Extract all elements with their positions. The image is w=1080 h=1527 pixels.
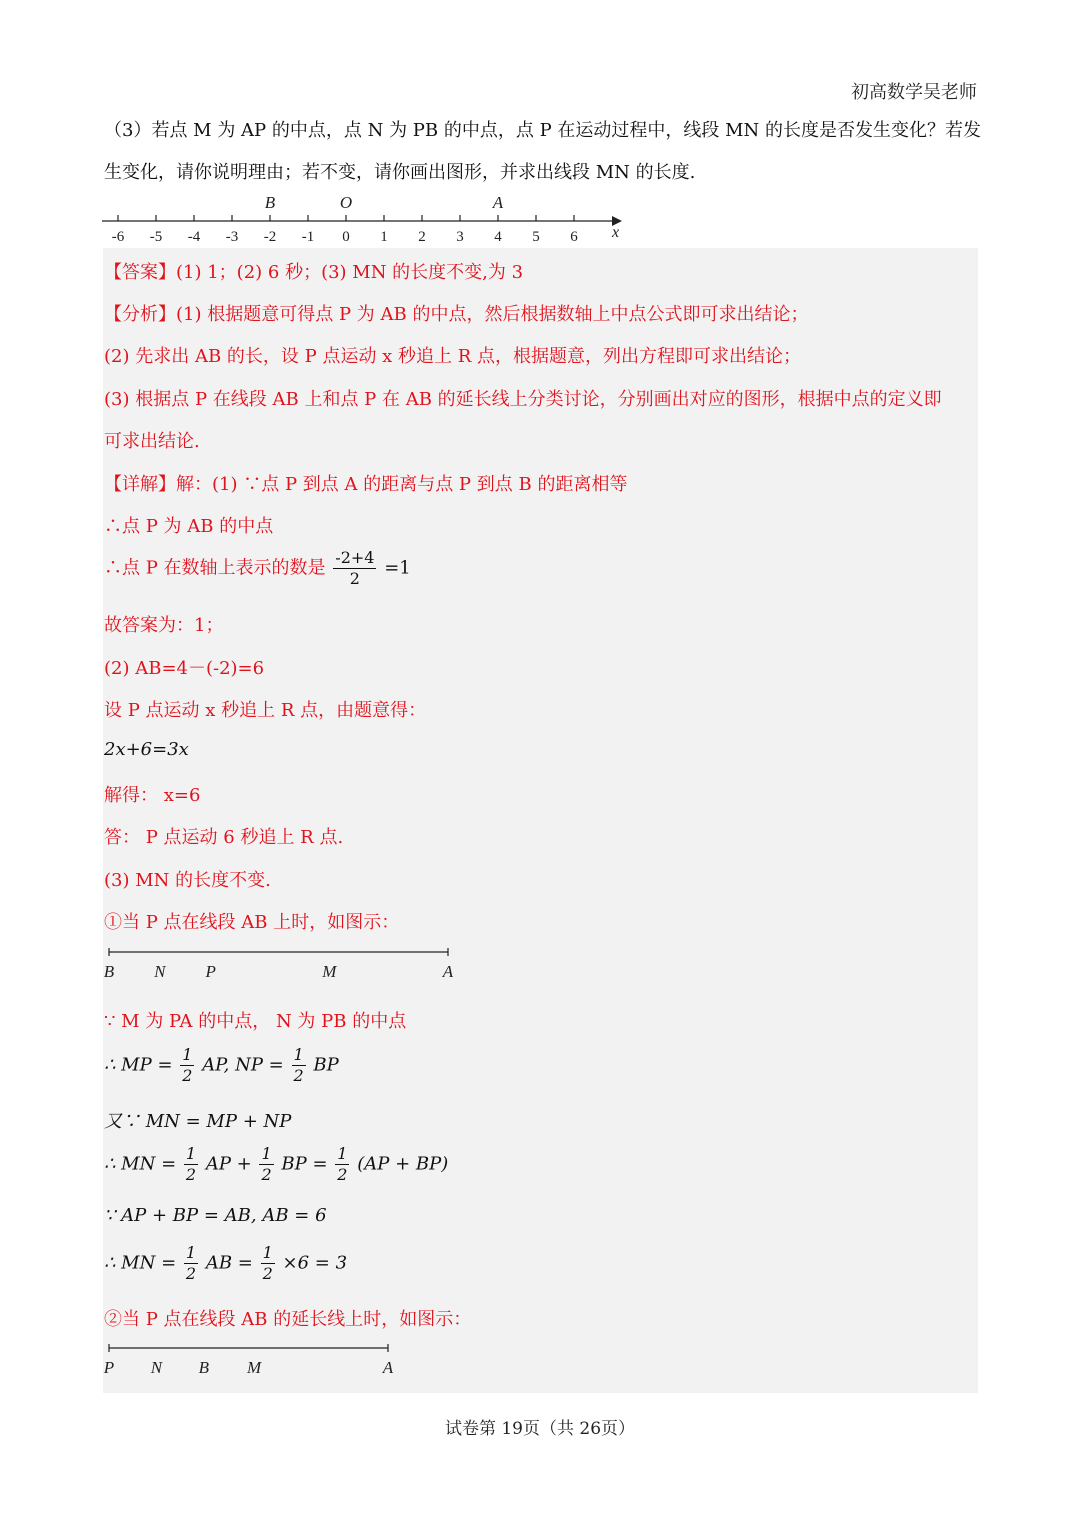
eq5-fraction-b bbox=[261, 1243, 275, 1284]
number-line-tick-label: -6 bbox=[111, 229, 125, 245]
half-num: 1 bbox=[185, 1144, 197, 1163]
number-line-tick-label: 0 bbox=[342, 229, 350, 245]
eq3-prefix: ∴ MN = bbox=[104, 1153, 177, 1175]
header-author: 初高数学吴老师 bbox=[851, 82, 977, 103]
eq1-prefix: ∴ MP = bbox=[104, 1054, 173, 1076]
eq1-mid: AP, NP = bbox=[202, 1054, 284, 1076]
eq1-suffix: BP bbox=[313, 1054, 339, 1076]
detail-line-2: ∴点 P 为 AB 的中点 bbox=[104, 516, 274, 537]
number-line-tick-label: -5 bbox=[149, 229, 163, 245]
half-den: 2 bbox=[185, 1264, 197, 1283]
number-line-point-O: O bbox=[339, 193, 353, 212]
detail-line-10: (3) MN 的长度不变. bbox=[104, 870, 271, 891]
page-footer: 试卷第 19页（共 26页） bbox=[444, 1419, 636, 1439]
eq1-fraction-a bbox=[180, 1045, 194, 1086]
number-line-tick-label: 6 bbox=[570, 229, 578, 245]
segment-point-N: N bbox=[150, 1358, 163, 1377]
eq2-line: 又∵ MN = MP + NP bbox=[104, 1111, 292, 1132]
analysis-line-3: (3) 根据点 P 在线段 AB 上和点 P 在 AB 的延长线上分类讨论，分别画出对应的图形，根据中点的定义即 bbox=[104, 389, 942, 410]
question-line-1: （3）若点 M 为 AP 的中点，点 N 为 PB 的中点，点 P 在运动过程中，线段 MN 的长度是否发生变化？若发 bbox=[104, 120, 982, 141]
half-den: 2 bbox=[262, 1264, 273, 1283]
number-line bbox=[100, 190, 630, 248]
half-num: 1 bbox=[293, 1045, 304, 1064]
detail3-prefix: ∴点 P 在数轴上表示的数是 bbox=[104, 557, 326, 579]
eq3-line bbox=[104, 1144, 984, 1185]
segment-diagram-1 bbox=[100, 944, 460, 986]
segment-point-M: M bbox=[322, 962, 337, 981]
eq1-line bbox=[104, 1045, 984, 1086]
number-line-tick-label: 2 bbox=[418, 229, 426, 245]
number-line-point-A: A bbox=[492, 193, 504, 212]
detail-line-3 bbox=[104, 548, 984, 589]
detail3-numerator: -2+4 bbox=[335, 548, 375, 567]
question-line-2: 生变化，请你说明理由；若不变，请你画出图形，并求出线段 MN 的长度. bbox=[104, 162, 696, 183]
detail3-suffix: =1 bbox=[384, 557, 411, 579]
segment-point-A: A bbox=[382, 1358, 394, 1377]
detail-line-5: (2) AB=4－(-2)=6 bbox=[104, 658, 265, 679]
detail-line-1: 【详解】解：(1) ∵点 P 到点 A 的距离与点 P 到点 B 的距离相等 bbox=[104, 474, 628, 495]
case2-line: ②当 P 点在线段 AB 的延长线上时，如图示： bbox=[104, 1309, 472, 1330]
analysis-line-1: 【分析】(1) 根据题意可得点 P 为 AB 的中点，然后根据数轴上中点公式即可求出结论； bbox=[104, 304, 809, 325]
detail-line-4: 故答案为：1； bbox=[104, 615, 224, 636]
segment-point-P: P bbox=[205, 962, 216, 981]
number-line-tick-label: -4 bbox=[187, 229, 201, 245]
number-line-tick-label: 3 bbox=[456, 229, 464, 245]
segment-point-B: B bbox=[198, 1358, 210, 1377]
number-line-tick-label: 5 bbox=[532, 229, 540, 245]
detail-line-6: 设 P 点运动 x 秒追上 R 点，由题意得： bbox=[104, 700, 427, 721]
segment-point-B: B bbox=[103, 962, 115, 981]
half-num: 1 bbox=[182, 1045, 193, 1064]
half-num: 1 bbox=[337, 1144, 348, 1163]
eq5-prefix: ∴ MN = bbox=[104, 1252, 177, 1274]
answer-line: 【答案】(1) 1；(2) 6 秒；(3) MN 的长度不变,为 3 bbox=[104, 262, 524, 283]
detail3-denominator: 2 bbox=[349, 569, 360, 588]
segment-point-N: N bbox=[154, 962, 166, 981]
half-num: 1 bbox=[261, 1144, 272, 1163]
eq3-fraction-a bbox=[184, 1144, 198, 1185]
segment-diagram-2 bbox=[100, 1340, 400, 1382]
eq3-mid-1: AP + bbox=[205, 1153, 252, 1175]
half-den: 2 bbox=[337, 1165, 348, 1184]
segment-point-M: M bbox=[246, 1358, 262, 1377]
eq4-line: ∵ AP + BP = AB, AB = 6 bbox=[104, 1205, 327, 1226]
number-line-point-B: B bbox=[264, 193, 276, 212]
eq5-fraction-a bbox=[184, 1243, 198, 1284]
number-line-axis-label: x bbox=[612, 224, 620, 241]
detail-line-9: 答： P 点运动 6 秒追上 R 点. bbox=[104, 827, 344, 848]
eq5-suffix: ×6 = 3 bbox=[282, 1252, 348, 1274]
half-den: 2 bbox=[261, 1165, 272, 1184]
equation-line: 2x+6=3x bbox=[104, 739, 189, 760]
number-line-tick-label: -3 bbox=[225, 229, 239, 245]
number-line-tick-label: -1 bbox=[301, 229, 315, 245]
detail-line-8: 解得： x=6 bbox=[104, 785, 201, 806]
half-num: 1 bbox=[185, 1243, 197, 1262]
eq5-line bbox=[104, 1243, 984, 1284]
analysis-line-2: (2) 先求出 AB 的长，设 P 点运动 x 秒追上 R 点，根据题意，列出方程即可求出结论； bbox=[104, 346, 802, 367]
eq5-mid: AB = bbox=[205, 1252, 253, 1274]
number-line-tick-label: 4 bbox=[494, 229, 502, 245]
segment-point-P: P bbox=[103, 1358, 115, 1377]
eq3-fraction-b bbox=[259, 1144, 273, 1185]
since-line-1: ∵ M 为 PA 的中点， N 为 PB 的中点 bbox=[104, 1011, 407, 1032]
analysis-line-4: 可求出结论. bbox=[104, 431, 200, 452]
number-line-tick-label: 1 bbox=[380, 229, 388, 245]
eq3-fraction-c bbox=[335, 1144, 349, 1185]
half-den: 2 bbox=[182, 1066, 193, 1085]
half-den: 2 bbox=[185, 1165, 197, 1184]
number-line-tick-label: -2 bbox=[263, 229, 277, 245]
detail3-fraction bbox=[333, 548, 376, 589]
case1-line: ①当 P 点在线段 AB 上时，如图示： bbox=[104, 912, 400, 933]
half-num: 1 bbox=[262, 1243, 273, 1262]
half-den: 2 bbox=[293, 1066, 304, 1085]
eq1-fraction-b bbox=[292, 1045, 306, 1086]
eq3-suffix: (AP + BP) bbox=[357, 1153, 449, 1175]
segment-point-A: A bbox=[442, 962, 454, 981]
eq3-mid-2: BP = bbox=[281, 1153, 328, 1175]
